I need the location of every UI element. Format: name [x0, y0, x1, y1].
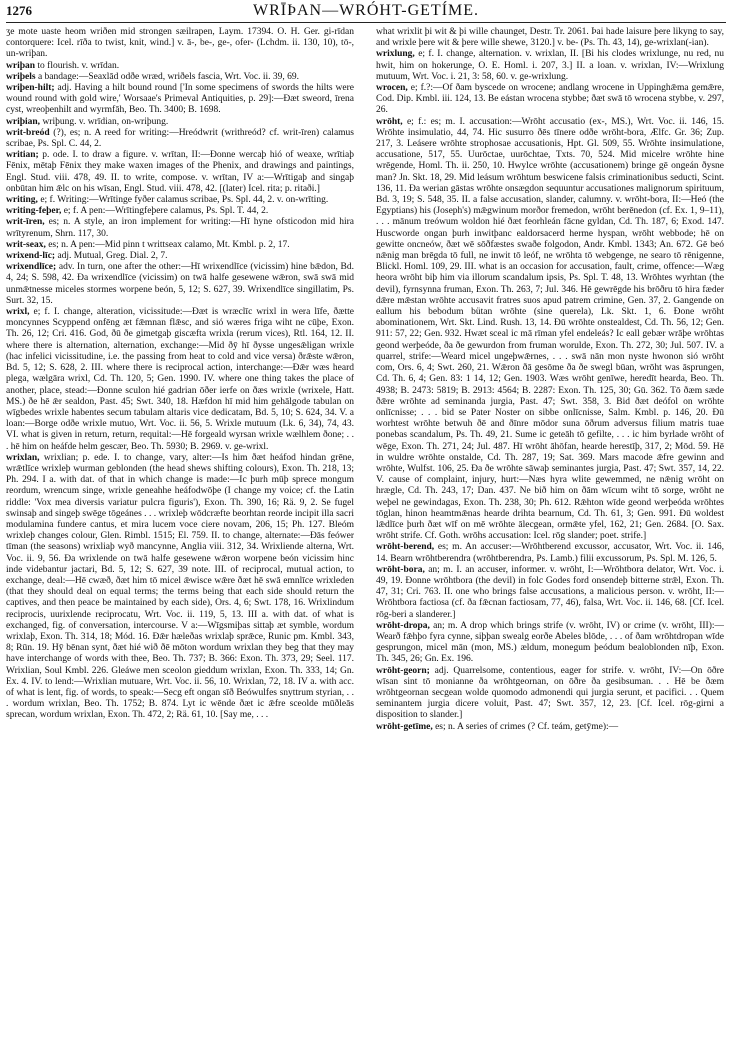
entry-headword: wrōht-getīme,	[376, 721, 433, 732]
dictionary-entry	[6, 83, 354, 117]
entry-headword: wriþen-hilt;	[6, 83, 55, 94]
entry-headword: writing-feþer,	[6, 206, 62, 217]
entry-headword: writ-breód	[6, 127, 50, 138]
dictionary-entry	[376, 565, 724, 621]
entry-text: an; m. I. an accuser, informer. v. wrōht, I:—Wrōhtbora delator, Wrt. Voc. i. 49, 19. Ðonne wrōhtbora (the devil) in folc Godes ford onsendeþ bitterne strǣl, Exon. Th. 47, 31; Cri. 763. II. one who brings false accusations, a malicious person. v. wrōht, II:—Wrōhtbora factiosa (cf. ða fǣcnan factiosam, 77, 46), falsa, Wrt. Voc. ii. 146, 68. [Cf. Icel. rōg-beri a slanderer.]	[376, 564, 724, 620]
entry-text: wriþung. v. wrīdian, on-wriþung.	[42, 116, 169, 127]
dictionary-entry	[6, 206, 354, 217]
entry-headword: wrixlan,	[6, 452, 40, 463]
entry-text: es; n. A style, an iron implement for writing:—Hī hyne ofsticodon mid hira wrītyrenum, Shrn. 117, 30.	[6, 217, 354, 239]
entry-headword: wrixend-līc;	[6, 251, 56, 262]
entry-text: e; f.?:—Of ðam byscede on wrocene; andlang wrocene in Uppinghǣma gemǣre, Cod. Dip. Kmbl. iii. 124, 13. Be eástan wrocena stybbe; ðæt swā tō wrocena stybbe, v. 297, 26.	[376, 83, 724, 116]
dictionary-entry	[376, 666, 724, 722]
entry-headword: wrōht-bora,	[376, 564, 425, 575]
entry-headword: wrōht-georn;	[376, 665, 430, 676]
dictionary-entry	[6, 61, 354, 72]
dictionary-entry	[6, 27, 354, 61]
dictionary-entry	[6, 262, 354, 307]
dictionary-entry	[6, 195, 354, 206]
dictionary-entry	[6, 72, 354, 83]
entry-headword: wriþels	[6, 71, 36, 82]
page-header	[6, 2, 726, 22]
dictionary-entry	[6, 217, 354, 239]
entry-text: what wrixlit þi wit & þi wille chaunget, Destr. Tr. 2061. Þai hade laisure þere likyng to say, and wrixle þere wit & þere wille shewe, 3120.] v. be- (Ps. Th. 43, 14), ge-wrixlan(-ian).	[376, 27, 724, 49]
entry-headword: wrōht,	[376, 116, 403, 127]
entry-text: adv. In turn, one after the other:—Hī wrixendlīce (vicissim) hine bǣdon, Bd. 4, 24; S. 598, 42. Ða wrixendlīce (vicissim) on twā halfe gesewene wǣron, swā swā mid unmǣtnesse miceles stormes worpene beón, 5, 12; S. 627, 39. Wrixendlīce singillatim, Ps. Surt. 32, 15.	[6, 262, 354, 306]
dictionary-entry	[6, 128, 354, 150]
entry-text: wrixlian; p. ede. I. to change, vary, alter:—Is him ðæt heáfod hindan grēne, wrǣtlīce wrixleþ wurman geblonden (the head shews shifting colours), Exon. Th. 218, 13; Ph. 294. I a. with dat. of that in which change is made:—Ic þurh mūþ sprece mongum reordum, wrencum singe, wrixle geneahhe heáfodwōþe (I change my voice; cf. the Latin riddle: 'Vox mea diversis variatur pulcra figuris'), Exon. Th. 390, 16; Rä. 9, 2. Se fugel swinsaþ and singeþ swēge tōgeánes . . . wrixleþ wōdcræfte beorhtan reorde incipit illa sacri modulamina fundere cantus, et mira lucem voce ciere novam, 206, 15; Ph. 127. Bleóm wrixleþ changes colour, Glen. Rimbl. 1515; El. 759. II. to change, alternate:—Ðās feówer tīman (the seasons) wrixliaþ wyð mancynne, Anglia viii. 312, 34. Wrixliende alterna, Wrt. Voc. ii. 9, 56. Ða wrixlende on twā halfe gesewene wǣron worpene beón vicissim hinc inde videbantur jactari, Bd. 5, 12; S. 627, 39 note. III. of reciprocal, mutual action, to exchange, deal:—Hē cwæð, ðæt him tō micel ǣwisce wǣre ðæt hē swā emnlīce wrixleden (that they should deal on equal terms; the terms being that each side should return the captives, and then peace be maintained by each side), Ors. 4, 6; Swt. 178, 16. Wrixlindum reciprocis, uurixlende reciprocatu, Wrt. Voc. ii. 119, 5, 13. III a. with dat. of what is exchanged, fig. of conversation, intercourse. V a:—Wīgsmiþas sittaþ æt symble, wordum wrixlaþ, Exon. Th. 314, 18; Mód. 16. Ðǣr hæleðas wrixlaþ sprǣce, Runic pm. Kmbl. 343, 8; Rūn. 19. Hȳ bēnan synt, ðæt hié wið ðē mōton wordum wrixlan they beg that they may have interchange of words with thee, Beo. Th. 737; B. 366: Exon. Th. 373, 29; Seel. 117. Wrixlian, Soul Kmbl. 226. Gleáwe men sceolon gieddum wrixlan, Exon. Th. 333, 14; Gn. Ex. 4. IV. to lend:—Wrixlian mutuare, Wrt. Voc. ii. 56, 10. Wrixlan, 72, 18. IV a. with acc. of what is lent, fig. of words, to speak:—Secg eft ongan sīð Beówulfes snyttrum styrian, . . . wordum wrixlan, Beo. Th. 1752; B. 874. Lyt ic wēnde ðæt ic ǣfre sceolde mūðleās sprecan, wordum wrixlan, Exon. Th. 472, 2; Rä. 61, 10. [Say me, . . .	[6, 452, 354, 721]
entry-text: p. ode. I. to draw a figure. v. wrītan, II:—Ðonne wercaþ hió of weaxe, wrītiaþ Fēnix, mētaþ Fēnix they make waxen images of the Phenix, and drawings and paintings, Engl. Stud. viii. 478, 49. II. to write, compose. v. wrītan, IV a:—Wrītigaþ and singaþ onbūtan him ǣlc on his wīsan, Engl. Stud. viii. 478, 42. [(later) Icel. rita; p. ritaði.]	[6, 150, 354, 194]
entry-text: e; f.: es; m. I. accusation:—Wrōht accusatio (ex-, MS.), Wrt. Voc. ii. 146, 15. Wrōhte insimulatio, 44, 74. Hic susurro ðēs tīnere odðe wrōht-bora, Ælfc. Gr. 36; Zup. 217, 3. Leásere wrōhte strophosae accusationis, Hpt. Gl. 509, 55. Wrōhte insimulatione, accusatione, 517, 55. Uurōctae, uurōchtae, Txts. 70, 524. Mid micelre wrōhte hine wrēgende, Homl. Th. ii. 250, 10. Hwylce wrōhte (accusationem) bringe gē ongeán ðysne man? Jn. Skt. 18, 29. Mid leásum wrōhtum beswicene falsis criminationibus seducti, Scint. 136, 11. Ða werian gāstas wrōhte onsægdon sequuntur accusationes malignorum spirituum, Bd. 3, 19; S. 548, 35. II. a false accusation, slander, calumny. v. wrōht-bora, II:—Heó (the Egyptians) his (Joseph's) mǣgwinum morðor fremedon, wrōht berēnedon (cf. Ex. 1, 9–11), . . . mānum treówum woldon hié ðæt feorhleán fācne gyldan, Cd. Th. 187, 6; Exod. 147. Huscworde ongan þurh inwitþanc ealdorsacerd herme hyspan, wrōht webbode; hē on gewitte oncneów, ðæt wē sōðfæstes swaðe folgodon, Andr. Kmbl. 1343; An. 672. Gē beó nǣnig man brēgda tō full, ne inwit tō leóf, ne wrōhta tō webgenge, ne searo tō rēnigenne, Blickl. Homl. 109, 29. III. what is an occasion for accusation, fault, crime, offence:—Wæg heora wrōht biþ him via illorum scandalum ipsis, Ps. Spl. T. 48, 13. Wrōhtes wyrhtan (the devil), fyrnsynna fruman, Exon. Th. 263, 7; Jul. 346. Hē gewrēgde his brōðru tō hira fæder dǣre mǣstan wrōhte accusavit fratres suos apud patrem crimine, Gen. 37, 2. Gangende on eallum his bebodum bütan wrōhte (sine querela), Lk. Skt. 1, 6. Ðone wrōht abominationem, Wrt. Skt. Lind. Rush. 13, 14. Ðū wrōhte onstealdest, Cd. Th. 56, 12; Gen. 911: 57, 22; Gen. 932. Hwæt sceal ic mā rīman yfel endeleás? Ic eall gebær wrāþe wrōhtas geond werþeóde, ða ðe gewurdon from fruman worulde, Exon. Th. 272, 30; Jul. 507. IV. a quarrel, strife:—Weard micel ungeþwǣrnes, . . . swā nān mon nyste hwonon sió wrōht com, Ors. 6, 4; Swt. 260, 21. Wǣron ðā gesōme ða ðe swegl būan, wrōht was āsprungen, Cd. Th. 6, 4; Gen. 83: 1 14, 12; Gen. 1903. Wæs wrōht genīwe, heredīt hearda, Beo. Th. 4938; B. 2473: 5819; B. 2913: 4564; B. 2287: Exon. Th. 125, 30; Gū. 362. Tō ðæm sæde ðǣre wrōhte ad seminanda jurgia, Past. 47; Swt. 358, 3. Bid ðæt deófol on wrōhte onlīcnisse; . . . bid se Pater Noster on sibbe onlīcnisse, Salm. Kmbl. p. 146, 20. Ðū worhtest wrōhte betwuh ðē and ðīnre mōdor suna ōðrum adversus filium matris tuae ponebas scandalum, Ps. Th. 49, 21. Sume ic geteāh tō gefilte, . . . ic him byrlade wrōht of wēge, Exon. Th. 271, 24; Jul. 487. Hī wrōht āhōfan, hearde herestīþ, 317, 2; Mōd. 59. Hē in wuldre wrōhte onstalde, Cd. Th. 287, 19; Sat. 369. Mars macode ǣfre gewinn and wrōhte, Wulfst. 106, 25. Ða ðe wrōhte sāwaþ seminantes jurgia, Past. 47; Swt. 357, 14, 22. V. cause of complaint, injury, hurt:—Næs hyra wlite gewemmed, ne nǣnig wrōht on hrægle, Cd. Th. 243, 17; Dan. 437. Ne bið him on ðām wīcum wiht tō sorge, wrōht ne weþel ne gewindagas, Exon. Th. 238, 30; Ph. 612. Rǣhton wīde geond werþeóda wrōhtes tōglan, hinon heamtmǣnas hearde drihta bearnum, Cd. Th. 61, 3; Gen. 991. Ðū woldest lǣdlīce þurh ðæt wīf on mē wrōhte ālecgean, ormǣte yfel, 162, 21; Gen. 2684. [O. Sax. wrōht strife. Cf. Goth. wrōhs accusation: Icel. rōg slander; poet. strife.]	[376, 116, 724, 542]
entry-text: es; n. A pen:—Mid pinn t writtseax calamo, Mt. Kmbl. p. 2, 17.	[48, 239, 290, 250]
dictionary-entry	[6, 117, 354, 128]
entry-headword: wrōht-berend,	[376, 542, 435, 553]
running-title: WRĪÞAN—WRÓHT-GETÍME.	[252, 2, 480, 19]
entry-text: es; m. An accuser:—Wrōhtberend excussor, accusator, Wrt. Voc. ii. 146, 14. Bearn wrōhtberendra (wrōhtberendra, Ps. Lamb.) filii excussorum, Ps. Spl. M. 126, 5.	[376, 542, 724, 564]
dictionary-entry	[6, 251, 354, 262]
entry-headword: wrixlung,	[376, 49, 415, 60]
entry-headword: wrocen,	[376, 83, 408, 94]
entry-text: ʒe mote uaste heom wriðen mid strongen sæilrapen, Laym. 17394. O. H. Ger. gi-rīdan contorquere: Icel. rīða to twist, knit, wind.] v. ā-, be-, ge-, ofer- (Lchdm. ii. 130, 10), tō-, un-wriþan.	[6, 27, 354, 60]
entry-headword: writing,	[6, 195, 38, 206]
dictionary-entry	[376, 27, 724, 49]
entry-text: (?), es; n. A reed for writing:—Hreódwrit (writhreód? cf. writ-īren) calamus scribae, Ps. Spl. C. 44, 2.	[6, 127, 354, 150]
entry-text: e; f. Writing:—Wrītinge fyðer calamus scribae, Ps. Spl. 44, 2. v. on-wrīting.	[40, 195, 329, 206]
header-rule	[6, 22, 726, 23]
dictionary-entry	[376, 722, 724, 733]
left-column	[6, 27, 354, 1057]
entry-headword: wriþan	[6, 60, 36, 71]
dictionary-entry	[6, 307, 354, 453]
entry-text: adj. Mutual, Greg. Dial. 2, 7.	[57, 251, 168, 262]
dictionary-entry	[376, 49, 724, 83]
entry-text: to flourish. v. wrīdan.	[37, 60, 120, 71]
entry-text: a bandage:—Seaxlād odðe wræd, wriðels fascia, Wrt. Voc. ii. 39, 69.	[37, 71, 300, 82]
entry-text: adj. Quarrelsome, contentious, eager for strife. v. wrōht, IV:—On ōðre wīsan sint tō monianne ða wrōhtgeornan, on ōðre ða gesibsuman. . . Hē be ðæm wrōhtgeornan secgean wolde quomodo admonendi qui jurgia serunt, et pacifici. . . Quem seminantem jurgia dicere voluit, Past. 47; Swt. 357, 12, 23. [Cf. Icel. rōg-girni a disposition to slander.]	[376, 665, 724, 721]
entry-headword: wrōht-dropa,	[376, 620, 430, 631]
entry-headword: wriþian,	[6, 116, 41, 127]
entry-text: es; n. A series of crimes (? Cf. teám, getȳme):—	[435, 721, 619, 732]
entry-text: adj. Having a hilt bound round ['In some specimens of swords the hilts were wound round with gold wire,' Worsaae's Primeval Antiquities, p. 29]:—Ðæt sweord, īrena cyst, wreoþenhilt and wyrmfāh, Beo. Th. 3400; B. 1698.	[6, 83, 354, 116]
page-number: 1276	[6, 3, 32, 18]
dictionary-entry	[376, 621, 724, 666]
dictionary-entry	[376, 117, 724, 543]
entry-text: e; f. A pen:—Wrītingfeþere calamus, Ps. Spl. T. 44, 2.	[63, 206, 269, 217]
entry-headword: wrixendlīce;	[6, 262, 57, 273]
entry-headword: writ-seax,	[6, 239, 46, 250]
entry-text: an; m. A drop which brings strife (v. wrōht, IV) or crime (v. wrōht, III):—Wearð fǣhþo fyra cynne, siþþan swealg eorðe Abeles blōde, . . . of ðam wrōhtdropan wīde gesprungon, micel mān (mon, MS.) ældum, monegum þeódum bealoblonden nīþ, Exon. Th. 345, 26; Gn. Ex. 196.	[376, 620, 724, 665]
dictionary-entry	[376, 542, 724, 564]
entry-headword: wrixl,	[6, 307, 30, 318]
entry-headword: writian;	[6, 150, 39, 161]
entry-text: e; f. I. change, alteration, vicissitude:—Ðæt is wræclīc wrixl in wera līfe, ðætte moncynnes Scyppend onfēng æt fǣmnan flǣsc, and sió wæres friga wiht ne cūþe, Exon. Th. 26, 12; Cri. 416. God, ðū ðe gimetgaþ giscæfta wrixla (rerum vices), Rtl. 164, 12. II. where there is alternation, alternation, exchange:—Mid ðȳ hī ðysse ungesǣligan wrixle (hac infelici vicissitudine, i.e. the passing from heat to cold and vice versa) ðrǣste wǣron, Bd. 5, 12; S. 628, 2. III. where there is reciprocal action, interchange:—Ðǣr wæs heard plega, wælgāra wrixl, Cd. Th. 120, 5; Gen. 1990. IV. where one thing takes the place of another, place, stead:—Ðonne sculon hié gadrian ōðer ierfe on ðæs wrixle (wrixele, Hatt. MS.) ðe hē ǣr sealdon, Past. 45; Swt. 340, 18. Hæfdon hī mid him gehālgode tabulan on wīgbedes wrixle habentes secum tabulam altaris vice dedicatam, Bd. 5, 10; S. 624, 34. V. a loan:—Borge odðe wrixle mutuo, Wrt. Voc. ii. 56, 5. Wrixle mutuum (Lk. 6, 34), 74, 43. VI. what is given in return, return, requital:—Hē forgeald wyrsan wrixle wælhlem ðone; . . . hē him on heáfde helm gescær, Beo. Th. 5930; B. 2969. v. ge-wrixl.	[6, 307, 354, 452]
dictionary-entry	[6, 240, 354, 251]
right-column	[376, 27, 724, 1057]
entry-text: e; f. I. change, alternation. v. wrixlan, II. [Bi his clodes wrixlunge, nu red, nu hwit, him on hokerunge, O. E. Homl. i. 207, 3.] II. a loan. v. wrixlan, IV:—Wrixlung mutuum, Wrt. Voc. i. 21, 3: 58, 60. v. ge-wrixlung.	[376, 49, 724, 82]
entry-headword: writ-īren,	[6, 217, 45, 228]
dictionary-entry	[6, 453, 354, 722]
dictionary-entry	[6, 150, 354, 195]
dictionary-entry	[376, 83, 724, 117]
